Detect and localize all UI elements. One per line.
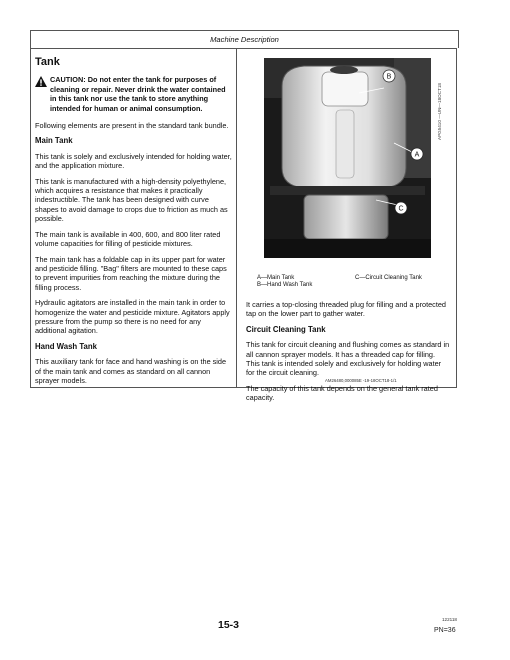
footer-code: 122118 bbox=[442, 617, 457, 622]
pn-number: PN=36 bbox=[434, 627, 456, 634]
warning-icon bbox=[35, 76, 47, 87]
column-divider bbox=[236, 48, 237, 388]
section-title: Machine Description bbox=[210, 35, 279, 44]
section-header bbox=[30, 30, 459, 48]
tank-photo bbox=[264, 58, 431, 258]
main-tank-paragraph-3: The main tank is available in 400, 600, and 800 liter rated volume capacities for filling of pesticide mixtures. bbox=[35, 229, 221, 249]
caution-block bbox=[35, 75, 232, 113]
main-tank-paragraph-1: This tank is solely and exclusively intended for holding water, and the application mixture. bbox=[35, 151, 232, 171]
callout-a-label: A bbox=[414, 151, 420, 159]
legend-right bbox=[355, 275, 422, 282]
hand-wash-heading: Hand Wash Tank bbox=[35, 341, 97, 351]
callout-c-label: C bbox=[398, 205, 404, 213]
right-column bbox=[246, 300, 450, 409]
caution-text: CAUTION: Do not enter the tank for purposes of cleaning or repair. Never drink the water contained in this tank nor use the tank to store anything intended for human or animal consumption. bbox=[50, 75, 226, 113]
left-column bbox=[35, 58, 232, 391]
hand-wash-paragraph: This auxiliary tank for face and hand washing is on the side of the main tank and comes as standard on all cannon sprayer models. bbox=[35, 357, 227, 385]
legend-item-b: B—Hand Wash Tank bbox=[257, 282, 313, 289]
figure-id: APG5410 —UN—18OCT18 bbox=[437, 83, 442, 140]
hand-wash-continued-paragraph: It carries a top-closing threaded plug for filling and a protected tap on the lower part to gather water. bbox=[246, 300, 446, 319]
main-tank-paragraph-2: This tank is manufactured with a high-density polyethylene, which acquires a resistance that makes it practically indestructible. The tank has been designed with curve shapes to avoid damage to crops due to friction as much as possible. bbox=[35, 176, 228, 224]
main-tank-paragraph-4: The main tank has a foldable cap in its upper part for water and pesticide filling. "Bag" filters are mounted to these caps to prevent impurities from reaching the mixture during the filling process. bbox=[35, 254, 227, 292]
document-trailer-code: AM26480,000085E -19-18OCT18-1/1 bbox=[325, 378, 397, 383]
legend-item-a: A—Main Tank bbox=[257, 275, 295, 281]
intro-paragraph: Following elements are present in the standard tank bundle. bbox=[35, 121, 229, 131]
circuit-cleaning-paragraph-1: This tank for circuit cleaning and flushing comes as standard in all cannon sprayer models. It has a threaded cap for filling. This tank is intended solely and exclusively for holding water for the circuit cleaning. bbox=[246, 340, 450, 378]
callout-b-label: B bbox=[386, 73, 392, 81]
page-number: 15-3 bbox=[218, 619, 240, 631]
legend-left bbox=[257, 275, 312, 290]
section-heading-tank: Tank bbox=[35, 56, 60, 68]
main-tank-paragraph-5: Hydraulic agitators are installed in the main tank in order to homogenize the water and pesticide mixture. Agitators apply pressure from the pump so there is no need for any additional agitation. bbox=[35, 298, 230, 336]
main-tank-heading: Main Tank bbox=[35, 136, 73, 146]
circuit-cleaning-paragraph-2: The capacity of this tank depends on the general tank rated capacity. bbox=[246, 383, 438, 403]
circuit-cleaning-heading: Circuit Cleaning Tank bbox=[246, 324, 326, 334]
legend-item-c: C—Circuit Cleaning Tank bbox=[355, 275, 422, 281]
